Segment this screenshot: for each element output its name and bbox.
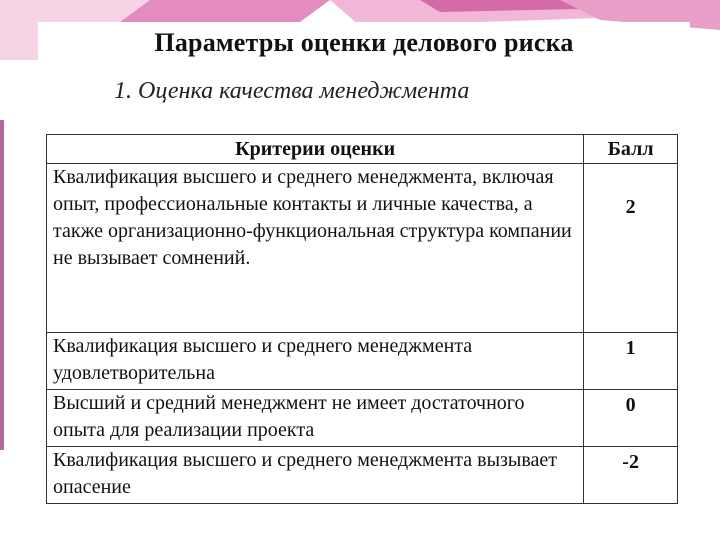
score-cell: -2 bbox=[584, 447, 678, 504]
slide-subtitle: 1. Оценка качества менеджмента bbox=[114, 78, 470, 104]
criterion-cell: Высший и средний менеджмент не имеет достаточного опыта для реализации проекта bbox=[47, 390, 584, 447]
slide-title: Параметры оценки делового риска bbox=[154, 28, 574, 57]
table-row bbox=[47, 164, 678, 333]
score-cell: 2 bbox=[584, 164, 678, 333]
score-cell: 1 bbox=[584, 333, 678, 390]
table-row bbox=[47, 333, 678, 390]
accent-bar bbox=[0, 120, 4, 450]
criterion-cell: Квалификация высшего и среднего менеджмента вызывает опасение bbox=[47, 447, 584, 504]
header-score: Балл bbox=[584, 135, 678, 164]
criterion-cell: Квалификация высшего и среднего менеджмента, включая опыт, профессиональные контакты и личные качества, а также организационно-функциональная структура компании не вызывает сомнений. bbox=[47, 164, 584, 333]
score-cell: 0 bbox=[584, 390, 678, 447]
table-row bbox=[47, 390, 678, 447]
slide bbox=[38, 22, 690, 500]
header-criteria: Критерии оценки bbox=[47, 135, 584, 164]
table-header-row bbox=[47, 135, 678, 164]
table-row bbox=[47, 447, 678, 504]
criterion-cell: Квалификация высшего и среднего менеджмента удовлетворительна bbox=[47, 333, 584, 390]
criteria-table bbox=[46, 134, 678, 504]
